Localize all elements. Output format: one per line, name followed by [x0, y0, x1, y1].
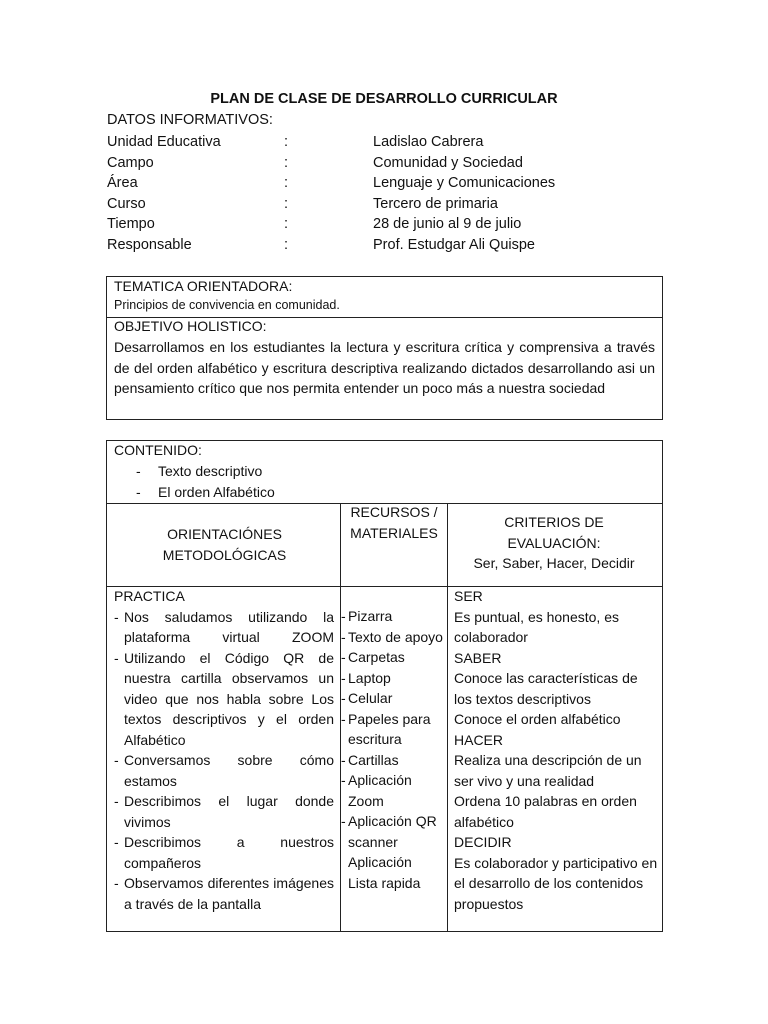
criterio-heading: HACER [454, 731, 504, 748]
list-item: Aplicación Lista rapida [348, 854, 421, 891]
criterio-heading: SER [454, 588, 483, 604]
datos-heading: DATOS INFORMATIVOS: [107, 112, 273, 128]
tematica-text: Principios de convivencia en comunidad. [114, 298, 340, 312]
contenido-item: Texto descriptivo [158, 463, 263, 479]
info-row [107, 194, 667, 215]
contenido-table [106, 440, 663, 932]
criterio-text: Es puntual, es honesto, es colaborador [454, 608, 619, 645]
column-divider [447, 503, 448, 931]
list-item: - Utilizando el Código QR de nuestra cartilla observamos un video que nos habla sobre Los textos descriptivos y el orden Alfabético [114, 649, 334, 748]
criterio-heading: SABER [454, 649, 502, 666]
info-separator: : [284, 134, 289, 150]
list-item: - Describimos el lugar donde vivimos [114, 793, 334, 830]
criterios-header-sub: Ser, Saber, Hacer, Decidir [473, 555, 635, 571]
info-label: Campo [107, 154, 154, 171]
list-item [134, 482, 275, 503]
criterio-text: Es colaborador y participativo en el desarrollo de los contenidos propuestos [454, 854, 658, 912]
info-value: Lenguaje y Comunicaciones [373, 175, 556, 192]
info-label: Tiempo [107, 216, 155, 233]
recursos-header [343, 502, 445, 543]
list-item: - Aplicación Zoom [341, 772, 412, 809]
info-list [107, 132, 667, 256]
criterio-text: Conoce el orden alfabético [454, 711, 621, 727]
info-label: Unidad Educativa [107, 134, 221, 150]
list-item: - Carpetas [341, 649, 405, 665]
recursos-header-text: RECURSOS / MATERIALES [350, 504, 438, 541]
info-separator: : [284, 195, 289, 212]
criterio-heading: DECIDIR [454, 834, 512, 850]
list-item: - Texto de apoyo [341, 628, 443, 645]
criterio-text: Realiza una descripción de un ser vivo y una realidad [454, 752, 642, 789]
list-item: - Conversamos sobre cómo estamos [114, 752, 334, 789]
objetivo-text: Desarrollamos en los estudiantes la lectura y escritura crítica y comprensiva a través de del orden alfabético y escritura descriptiva realizando dictados desarrollando asi un pensamiento crítico que nos permita entender un poco más a nuestra sociedad [114, 339, 655, 396]
info-separator: : [284, 236, 289, 253]
contenido-list [134, 461, 275, 502]
contenido-item: El orden Alfabético [158, 483, 275, 500]
info-row [107, 153, 667, 174]
orientaciones-header: ORIENTACIÓNES METODOLÓGICAS [162, 526, 287, 563]
info-row [107, 235, 667, 256]
info-separator: : [284, 175, 289, 192]
info-label: Curso [107, 195, 146, 212]
dash-marker: - [136, 463, 141, 479]
list-item: - Celular [341, 690, 393, 706]
tematica-heading: TEMATICA ORIENTADORA: [114, 278, 293, 294]
info-value: Ladislao Cabrera [373, 134, 484, 150]
criterio-text: Conoce las características de los textos descriptivos [454, 670, 638, 707]
list-item: - Cartillas [341, 751, 399, 768]
info-separator: : [284, 154, 289, 171]
info-value: Prof. Estudgar Ali Quispe [373, 236, 535, 253]
practica-heading: PRACTICA [114, 588, 185, 604]
dash-marker: - [136, 483, 141, 500]
list-item: - Aplicación QR scanner [341, 813, 437, 850]
list-item: - Laptop [341, 669, 391, 686]
recursos-column [341, 606, 445, 893]
list-item: - Describimos a nuestros compañeros [114, 834, 334, 871]
list-item: - Nos saludamos utilizando la plataforma virtual ZOOM [114, 608, 334, 645]
tematica-objetivo-table [106, 276, 663, 420]
criterios-header-title: CRITERIOS DE EVALUACIÓN: [504, 514, 604, 551]
criterios-column [454, 586, 658, 914]
list-item: - Pizarra [341, 608, 393, 624]
info-row [107, 173, 667, 194]
criterios-header [450, 512, 658, 574]
info-label: Área [107, 175, 138, 192]
info-label: Responsable [107, 236, 192, 253]
info-value: Tercero de primaria [373, 195, 498, 212]
contenido-heading: CONTENIDO: [114, 442, 202, 458]
list-item: - Observamos diferentes imágenes a través de la pantalla [114, 875, 334, 912]
info-row [107, 214, 667, 235]
practica-column [114, 586, 334, 914]
info-value: 28 de junio al 9 de julio [373, 216, 522, 233]
document-title: PLAN DE CLASE DE DESARROLLO CURRICULAR [210, 91, 558, 107]
list-item: - Papeles para escritura [341, 710, 431, 747]
list-item [134, 461, 275, 482]
info-row [107, 132, 667, 153]
info-value: Comunidad y Sociedad [373, 154, 523, 171]
criterio-text: Ordena 10 palabras en orden alfabético [454, 793, 637, 830]
info-separator: : [284, 216, 289, 233]
objetivo-heading: OBJETIVO HOLISTICO: [114, 318, 267, 334]
